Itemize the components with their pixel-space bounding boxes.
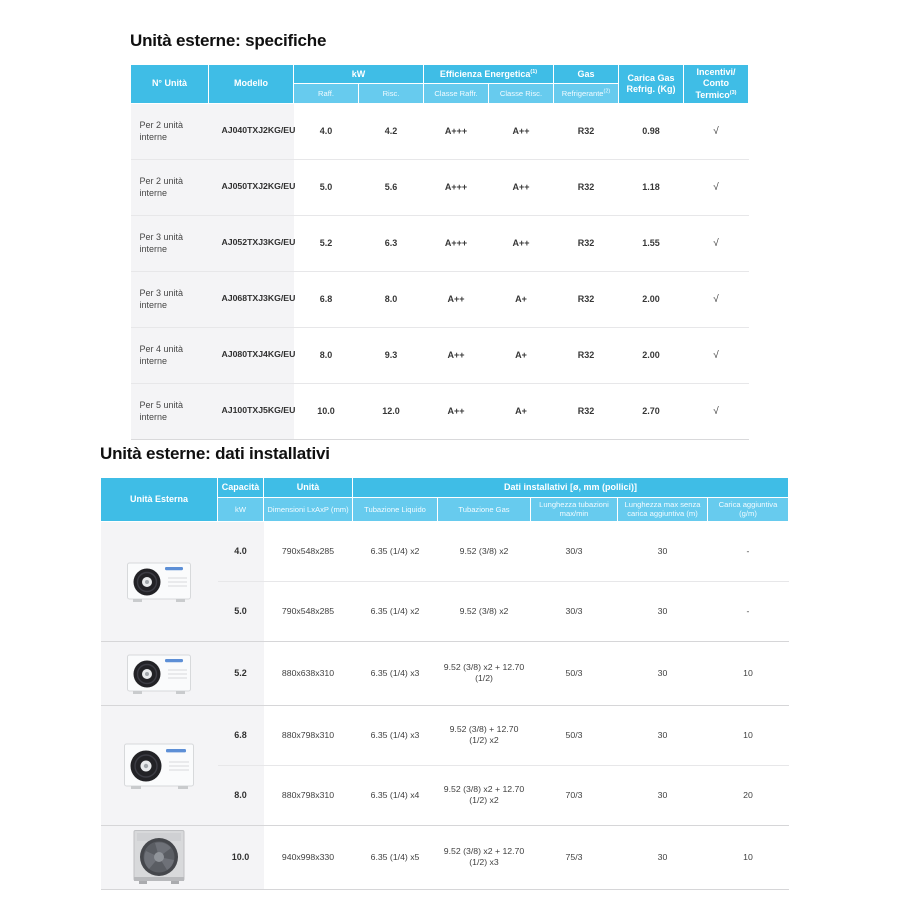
cell-risc: 4.2 <box>359 103 424 159</box>
cell-gas: R32 <box>554 103 619 159</box>
cell-dimensioni: 880x798x310 <box>264 705 353 765</box>
col-header-capacita: Capacità <box>218 478 264 498</box>
cell-risc: 8.0 <box>359 271 424 327</box>
cell-classe-raff: A+++ <box>424 215 489 271</box>
install-table-row <box>101 825 789 889</box>
cell-n-unita: Per 2 unità interne <box>131 159 209 215</box>
cell-n-unita: Per 4 unità interne <box>131 327 209 383</box>
cell-carica-aggiuntiva: - <box>708 581 789 641</box>
col-header-n-unita: N° Unità <box>131 65 209 104</box>
cell-tubazione-gas: 9.52 (3/8) x2 + 12.70 (1/2) x3 <box>438 825 531 889</box>
cell-carica: 2.00 <box>619 327 684 383</box>
outdoor-unit-illustration <box>123 739 195 791</box>
cell-tubazione-gas: 9.52 (3/8) x2 <box>438 521 531 581</box>
incentivi-text: Conto Termico <box>695 78 730 100</box>
cell-n-unita: Per 3 unità interne <box>131 271 209 327</box>
cell-incentivi-check: √ <box>684 159 749 215</box>
cell-carica: 1.18 <box>619 159 684 215</box>
cell-classe-risc: A+ <box>489 271 554 327</box>
cell-dimensioni: 940x998x330 <box>264 825 353 889</box>
cell-classe-risc: A+ <box>489 327 554 383</box>
cell-capacita: 4.0 <box>218 521 264 581</box>
install-section <box>100 444 788 890</box>
cell-classe-risc: A++ <box>489 103 554 159</box>
incentivi-footnote: (3) <box>729 89 737 96</box>
cell-dimensioni: 790x548x285 <box>264 521 353 581</box>
cell-tubazione-gas: 9.52 (3/8) x2 + 12.70 (1/2) x2 <box>438 765 531 825</box>
cell-lunghezza-max: 30 <box>618 705 708 765</box>
cell-carica-aggiuntiva: 10 <box>708 641 789 705</box>
cell-classe-raff: A++ <box>424 271 489 327</box>
cell-lunghezza-tubazioni: 50/3 <box>531 705 618 765</box>
install-table-row <box>101 705 789 765</box>
cell-incentivi-check: √ <box>684 271 749 327</box>
cell-tubazione-gas: 9.52 (3/8) + 12.70 (1/2) x2 <box>438 705 531 765</box>
cell-classe-raff: A++ <box>424 383 489 439</box>
cell-dimensioni: 790x548x285 <box>264 581 353 641</box>
spec-table-row <box>131 159 749 215</box>
outdoor-unit-image-large <box>101 705 218 825</box>
cell-n-unita: Per 2 unità interne <box>131 103 209 159</box>
col-header-modello: Modello <box>209 65 294 104</box>
cell-incentivi-check: √ <box>684 327 749 383</box>
cell-capacita: 5.2 <box>218 641 264 705</box>
specs-title: Unità esterne: specifiche <box>130 31 327 50</box>
cell-capacita: 5.0 <box>218 581 264 641</box>
cell-classe-risc: A++ <box>489 159 554 215</box>
cell-modello: AJ052TXJ3KG/EU <box>209 215 294 271</box>
col-header-efficienza <box>424 65 554 84</box>
col-header-kw: kW <box>294 65 424 84</box>
install-table <box>100 477 789 890</box>
cell-capacita: 8.0 <box>218 765 264 825</box>
cell-lunghezza-tubazioni: 50/3 <box>531 641 618 705</box>
specs-table <box>130 64 749 440</box>
spec-table-row <box>131 327 749 383</box>
cell-tubazione-liquido: 6.35 (1/4) x3 <box>353 641 438 705</box>
subcol-header-kw: kW <box>218 498 264 522</box>
subcol-header-lunghezza-tubazioni: Lunghezza tubazioni max/min <box>531 498 618 522</box>
spec-table-row <box>131 271 749 327</box>
subcol-header-refrigerante <box>554 84 619 103</box>
cell-risc: 12.0 <box>359 383 424 439</box>
spec-table-row <box>131 215 749 271</box>
cell-classe-risc: A+ <box>489 383 554 439</box>
efficienza-label: Efficienza Energetica <box>439 68 531 79</box>
cell-lunghezza-max: 30 <box>618 581 708 641</box>
specs-section <box>130 31 748 440</box>
efficienza-footnote: (1) <box>530 68 538 75</box>
cell-raff: 10.0 <box>294 383 359 439</box>
cell-modello: AJ050TXJ2KG/EU <box>209 159 294 215</box>
cell-n-unita: Per 3 unità interne <box>131 215 209 271</box>
cell-lunghezza-tubazioni: 75/3 <box>531 825 618 889</box>
cell-risc: 6.3 <box>359 215 424 271</box>
cell-lunghezza-tubazioni: 70/3 <box>531 765 618 825</box>
cell-gas: R32 <box>554 215 619 271</box>
cell-classe-raff: A++ <box>424 327 489 383</box>
subcol-header-classe-risc: Classe Risc. <box>489 84 554 103</box>
cell-lunghezza-tubazioni: 30/3 <box>531 581 618 641</box>
cell-carica-aggiuntiva: - <box>708 521 789 581</box>
subcol-header-lunghezza-max: Lunghezza max senza carica aggiuntiva (m) <box>618 498 708 522</box>
cell-risc: 5.6 <box>359 159 424 215</box>
incentivi-label-line2 <box>687 78 745 101</box>
cell-lunghezza-max: 30 <box>618 641 708 705</box>
refrigerante-text: Refrigerante <box>561 88 604 98</box>
cell-raff: 4.0 <box>294 103 359 159</box>
col-header-gas: Gas <box>554 65 619 84</box>
cell-modello: AJ068TXJ3KG/EU <box>209 271 294 327</box>
cell-classe-risc: A++ <box>489 215 554 271</box>
outdoor-unit-image-xlarge <box>101 825 218 889</box>
cell-tubazione-liquido: 6.35 (1/4) x5 <box>353 825 438 889</box>
cell-incentivi-check: √ <box>684 383 749 439</box>
install-title: Unità esterne: dati installativi <box>100 444 330 463</box>
outdoor-unit-image-small <box>101 521 218 641</box>
cell-tubazione-liquido: 6.35 (1/4) x3 <box>353 705 438 765</box>
cell-gas: R32 <box>554 271 619 327</box>
col-header-unita: Unità <box>264 478 353 498</box>
cell-risc: 9.3 <box>359 327 424 383</box>
carica-label-line2: Refrig. (Kg) <box>626 83 676 94</box>
cell-tubazione-liquido: 6.35 (1/4) x2 <box>353 581 438 641</box>
cell-carica: 2.70 <box>619 383 684 439</box>
cell-dimensioni: 880x638x310 <box>264 641 353 705</box>
install-table-row <box>101 521 789 581</box>
col-header-carica-gas <box>619 65 684 104</box>
cell-raff: 5.0 <box>294 159 359 215</box>
subcol-header-tubazione-gas: Tubazione Gas <box>438 498 531 522</box>
cell-modello: AJ080TXJ4KG/EU <box>209 327 294 383</box>
col-header-dati-installativi: Dati installativi [ø, mm (pollici)] <box>353 478 789 498</box>
cell-lunghezza-max: 30 <box>618 765 708 825</box>
cell-carica: 2.00 <box>619 271 684 327</box>
cell-classe-raff: A+++ <box>424 103 489 159</box>
cell-tubazione-gas: 9.52 (3/8) x2 + 12.70 (1/2) <box>438 641 531 705</box>
subcol-header-risc: Risc. <box>359 84 424 103</box>
outdoor-unit-illustration <box>126 558 192 604</box>
cell-classe-raff: A+++ <box>424 159 489 215</box>
cell-lunghezza-max: 30 <box>618 825 708 889</box>
cell-carica-aggiuntiva: 10 <box>708 705 789 765</box>
cell-lunghezza-max: 30 <box>618 521 708 581</box>
cell-tubazione-gas: 9.52 (3/8) x2 <box>438 581 531 641</box>
cell-dimensioni: 880x798x310 <box>264 765 353 825</box>
col-header-incentivi <box>684 65 749 104</box>
cell-modello: AJ040TXJ2KG/EU <box>209 103 294 159</box>
outdoor-unit-illustration <box>131 829 187 885</box>
cell-gas: R32 <box>554 327 619 383</box>
subcol-header-raff: Raff. <box>294 84 359 103</box>
cell-carica: 1.55 <box>619 215 684 271</box>
cell-n-unita: Per 5 unità interne <box>131 383 209 439</box>
cell-raff: 8.0 <box>294 327 359 383</box>
cell-tubazione-liquido: 6.35 (1/4) x2 <box>353 521 438 581</box>
cell-capacita: 6.8 <box>218 705 264 765</box>
outdoor-unit-image-medium <box>101 641 218 705</box>
cell-raff: 5.2 <box>294 215 359 271</box>
cell-carica: 0.98 <box>619 103 684 159</box>
spec-table-row <box>131 103 749 159</box>
cell-modello: AJ100TXJ5KG/EU <box>209 383 294 439</box>
spec-table-row <box>131 383 749 439</box>
cell-gas: R32 <box>554 159 619 215</box>
cell-raff: 6.8 <box>294 271 359 327</box>
install-table-row <box>101 641 789 705</box>
cell-tubazione-liquido: 6.35 (1/4) x4 <box>353 765 438 825</box>
col-header-unita-esterna: Unità Esterna <box>101 478 218 522</box>
cell-lunghezza-tubazioni: 30/3 <box>531 521 618 581</box>
subcol-header-classe-raff: Classe Raffr. <box>424 84 489 103</box>
subcol-header-dimensioni: Dimensioni LxAxP (mm) <box>264 498 353 522</box>
subcol-header-tubazione-liquido: Tubazione Liquido <box>353 498 438 522</box>
cell-incentivi-check: √ <box>684 103 749 159</box>
cell-gas: R32 <box>554 383 619 439</box>
cell-carica-aggiuntiva: 20 <box>708 765 789 825</box>
cell-capacita: 10.0 <box>218 825 264 889</box>
outdoor-unit-illustration <box>126 650 192 696</box>
carica-label-line1: Carica Gas <box>627 72 675 83</box>
incentivi-label-line1: Incentivi/ <box>696 67 736 77</box>
cell-carica-aggiuntiva: 10 <box>708 825 789 889</box>
cell-incentivi-check: √ <box>684 215 749 271</box>
subcol-header-carica-aggiuntiva: Carica aggiuntiva (g/m) <box>708 498 789 522</box>
refrigerante-footnote: (2) <box>603 88 611 95</box>
